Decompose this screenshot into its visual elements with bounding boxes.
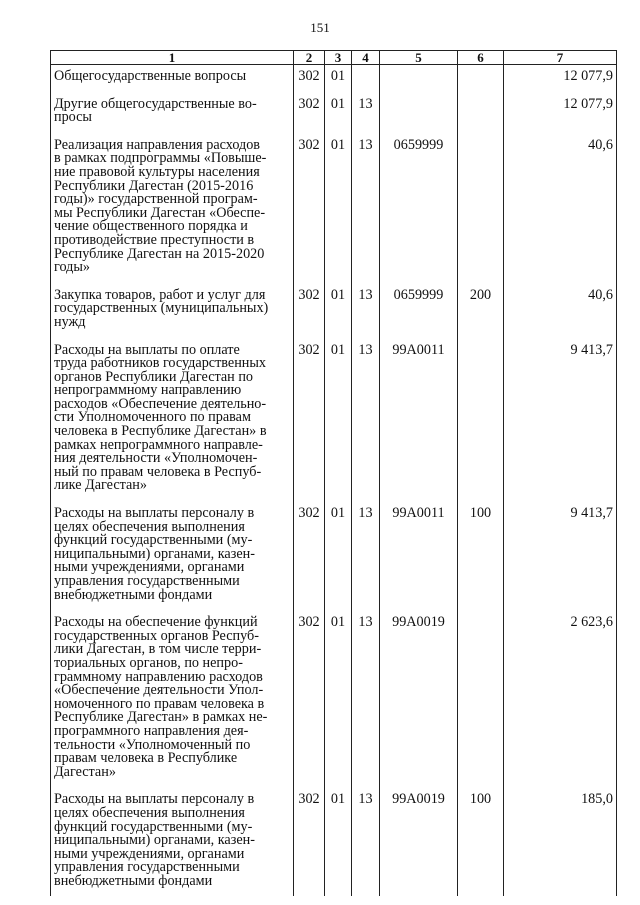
row-vr-code: 200: [458, 283, 504, 338]
table-row: [51, 92, 617, 133]
row-gr-code: 302: [294, 610, 325, 787]
page-number: 151: [310, 20, 330, 35]
table-row: [51, 787, 617, 896]
row-rz-code: 01: [325, 283, 352, 338]
row-csr-code: 0659999: [380, 133, 458, 283]
row-pr-code: 13: [352, 338, 380, 502]
row-pr-code: 13: [352, 133, 380, 283]
row-name: Расходы на выплаты по оплате труда работников государственных органов Республики Дагестан по непрограммному направлению расходов «Обеспечение деятельно- сти Уполномоченного по правам человека в Республике Дагестан» в рамках непрограммного направле- ния деятельности «Уполномочен- ный по правам человека в Респуб- лике Дагестан»: [51, 338, 294, 502]
row-gr-code: 302: [294, 92, 325, 133]
row-vr-code: 100: [458, 501, 504, 610]
header-col-2: 2: [294, 51, 325, 65]
row-amount: 40,6: [504, 133, 617, 283]
header-col-6: 6: [458, 51, 504, 65]
row-name: Закупка товаров, работ и услуг для государственных (муниципальных) нужд: [51, 283, 294, 338]
row-gr-code: 302: [294, 133, 325, 283]
row-name: Реализация направления расходов в рамках подпрограммы «Повыше- ние правовой культуры населения Республики Дагестан (2015-2016 годы)» государственной програм- мы Республики Дагестан «Обеспе- чение общественного порядка и противодействие преступности в Республике Дагестан на 2015-2020 годы»: [51, 133, 294, 283]
row-name: Другие общегосударственные во- просы: [51, 92, 294, 133]
row-rz-code: 01: [325, 610, 352, 787]
row-pr-code: [352, 65, 380, 92]
header-col-3: 3: [325, 51, 352, 65]
row-csr-code: 0659999: [380, 283, 458, 338]
header-col-7: 7: [504, 51, 617, 65]
row-name: Расходы на выплаты персоналу в целях обеспечения выполнения функций государственными (му- ниципальными) органами, казен- ными учреждениями, органами управления государственными внебюджетными фондами: [51, 501, 294, 610]
row-csr-code: 99А0011: [380, 338, 458, 502]
table-row: [51, 65, 617, 92]
row-amount: 2 623,6: [504, 610, 617, 787]
table-body: [51, 65, 617, 897]
row-pr-code: 13: [352, 610, 380, 787]
row-amount: 9 413,7: [504, 338, 617, 502]
header-col-4: 4: [352, 51, 380, 65]
row-csr-code: 99А0011: [380, 501, 458, 610]
row-csr-code: [380, 65, 458, 92]
row-vr-code: [458, 338, 504, 502]
table-row: [51, 283, 617, 338]
row-vr-code: [458, 65, 504, 92]
row-pr-code: 13: [352, 787, 380, 896]
row-rz-code: 01: [325, 133, 352, 283]
row-csr-code: 99А0019: [380, 787, 458, 896]
budget-table: [50, 50, 617, 896]
row-amount: 40,6: [504, 283, 617, 338]
row-amount: 9 413,7: [504, 501, 617, 610]
table-header-row: [51, 51, 617, 65]
row-amount: 12 077,9: [504, 92, 617, 133]
table-row: [51, 501, 617, 610]
row-name: Общегосударственные вопросы: [51, 65, 294, 92]
table-row: [51, 338, 617, 502]
row-rz-code: 01: [325, 65, 352, 92]
row-rz-code: 01: [325, 338, 352, 502]
row-csr-code: [380, 92, 458, 133]
table-row: [51, 610, 617, 787]
row-name: Расходы на выплаты персоналу в целях обеспечения выполнения функций государственными (му- ниципальными) органами, казен- ными учреждениями, органами управления государственными внебюджетными фондами: [51, 787, 294, 896]
row-gr-code: 302: [294, 338, 325, 502]
row-gr-code: 302: [294, 501, 325, 610]
header-col-1: 1: [51, 51, 294, 65]
row-vr-code: [458, 133, 504, 283]
row-vr-code: [458, 92, 504, 133]
row-gr-code: 302: [294, 65, 325, 92]
row-rz-code: 01: [325, 787, 352, 896]
row-gr-code: 302: [294, 283, 325, 338]
row-vr-code: [458, 610, 504, 787]
row-rz-code: 01: [325, 501, 352, 610]
row-vr-code: 100: [458, 787, 504, 896]
row-pr-code: 13: [352, 283, 380, 338]
table-row: [51, 133, 617, 283]
row-pr-code: 13: [352, 92, 380, 133]
row-amount: 185,0: [504, 787, 617, 896]
row-csr-code: 99А0019: [380, 610, 458, 787]
row-name: Расходы на обеспечение функций государственных органов Респуб- лики Дагестан, в том числе терри- ториальных органов, по непро- граммному направлению расходов «Обеспечение деятельности Упол- номоченного по правам человека в Республике Дагестан» в рамках не- программного направления дея- тельности «Уполномоченный по правам человека в Республике Дагестан»: [51, 610, 294, 787]
row-pr-code: 13: [352, 501, 380, 610]
header-col-5: 5: [380, 51, 458, 65]
row-rz-code: 01: [325, 92, 352, 133]
row-gr-code: 302: [294, 787, 325, 896]
row-amount: 12 077,9: [504, 65, 617, 92]
